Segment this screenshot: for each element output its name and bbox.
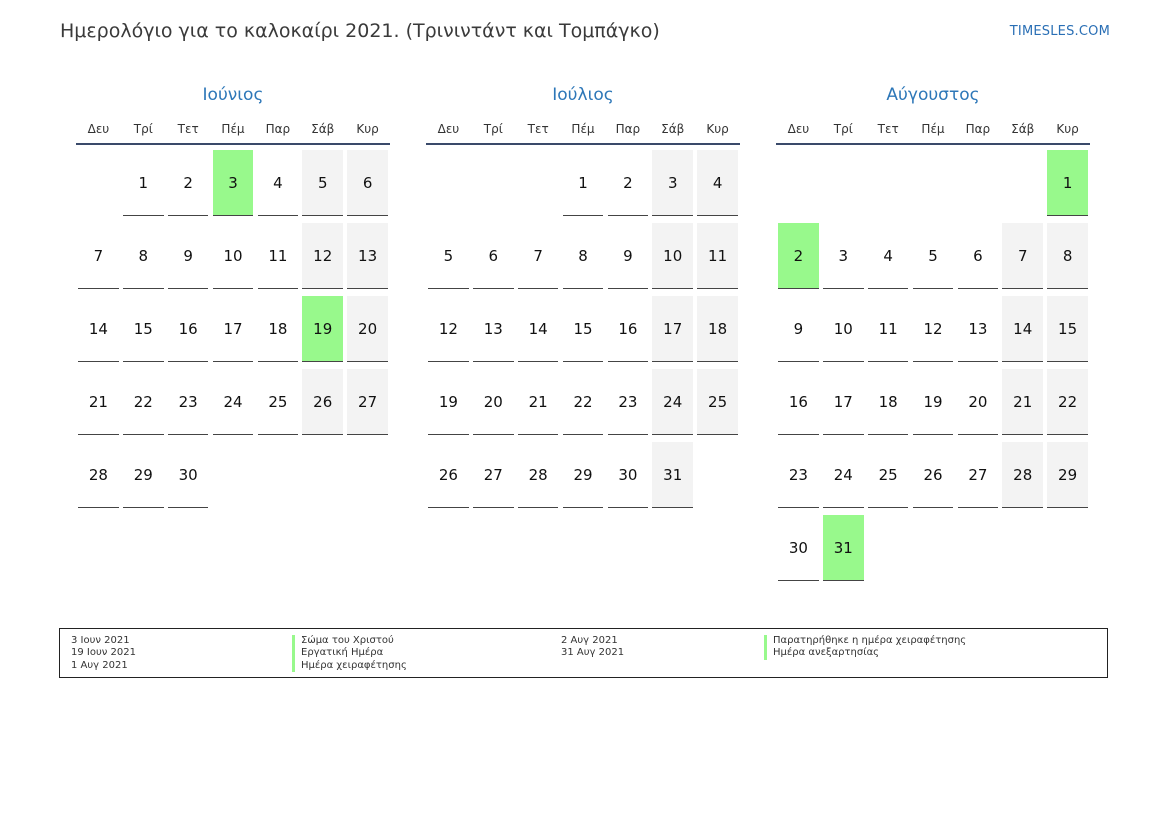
weekday-label: Τρί xyxy=(133,122,153,136)
weekday-label: Τρί xyxy=(483,122,503,136)
week-row xyxy=(426,145,740,218)
weekday-header xyxy=(76,115,390,145)
empty-day-cell xyxy=(1002,150,1042,216)
weekday-label: Παρ xyxy=(265,122,291,136)
day-cell: 4 xyxy=(868,223,908,289)
day-cell: 23 xyxy=(608,369,648,435)
day-cell: 25 xyxy=(258,369,298,435)
day-cell: 12 xyxy=(302,223,342,289)
day-cell: 22 xyxy=(1047,369,1087,435)
legend-date: 19 Ιουν 2021 xyxy=(71,647,136,659)
day-cell: 18 xyxy=(258,296,298,362)
day-cell: 24 xyxy=(652,369,692,435)
day-cell: 13 xyxy=(473,296,513,362)
day-cell: 17 xyxy=(213,296,253,362)
weekday-label: Πέμ xyxy=(921,122,945,136)
day-cell: 7 xyxy=(518,223,558,289)
day-cell: 19 xyxy=(302,296,342,362)
site-link[interactable]: TIMESLES.COM xyxy=(1009,24,1110,39)
day-cell: 31 xyxy=(652,442,692,508)
day-cell: 28 xyxy=(518,442,558,508)
day-cell: 21 xyxy=(1002,369,1042,435)
weekday-label: Παρ xyxy=(615,122,641,136)
day-cell: 2 xyxy=(168,150,208,216)
day-cell: 20 xyxy=(347,296,387,362)
empty-day-cell xyxy=(868,150,908,216)
week-row xyxy=(426,291,740,364)
day-cell: 17 xyxy=(652,296,692,362)
day-cell: 8 xyxy=(123,223,163,289)
weekday-label: Τετ xyxy=(527,122,549,136)
weekday-label: Σάβ xyxy=(311,122,335,136)
empty-day-cell xyxy=(958,515,998,581)
day-cell: 9 xyxy=(608,223,648,289)
day-cell: 1 xyxy=(563,150,603,216)
legend-date: 1 Αυγ 2021 xyxy=(71,659,128,671)
legend-holiday-name: Παρατηρήθηκε η ημέρα χειραφέτησης xyxy=(764,635,966,647)
day-cell: 19 xyxy=(913,369,953,435)
day-cell: 10 xyxy=(213,223,253,289)
day-cell: 30 xyxy=(608,442,648,508)
day-cell: 16 xyxy=(608,296,648,362)
week-row xyxy=(426,437,740,510)
empty-day-cell xyxy=(518,150,558,216)
day-cell: 27 xyxy=(347,369,387,435)
day-cell: 6 xyxy=(958,223,998,289)
weekday-header xyxy=(426,115,740,145)
week-row xyxy=(776,437,1090,510)
day-cell: 9 xyxy=(778,296,818,362)
day-cell: 29 xyxy=(563,442,603,508)
day-cell: 28 xyxy=(78,442,118,508)
day-cell: 28 xyxy=(1002,442,1042,508)
day-cell: 6 xyxy=(473,223,513,289)
month-title: Ιούλιος xyxy=(552,85,614,105)
day-cell: 8 xyxy=(1047,223,1087,289)
day-cell: 26 xyxy=(428,442,468,508)
day-cell: 3 xyxy=(652,150,692,216)
day-cell: 5 xyxy=(428,223,468,289)
legend-holiday-name: Σώμα του Χριστού xyxy=(292,635,407,647)
day-cell: 3 xyxy=(213,150,253,216)
weekday-label: Κυρ xyxy=(706,122,729,136)
month-title: Ιούνιος xyxy=(202,85,264,105)
day-cell: 29 xyxy=(1047,442,1087,508)
day-cell: 30 xyxy=(168,442,208,508)
weekday-label: Κυρ xyxy=(1056,122,1079,136)
holiday-legend xyxy=(59,628,1108,678)
day-cell: 27 xyxy=(473,442,513,508)
day-cell: 16 xyxy=(778,369,818,435)
weekday-label: Σάβ xyxy=(1011,122,1035,136)
page-title: Ημερολόγιο για το καλοκαίρι 2021. (Τρινιντάντ και Τομπάγκο) xyxy=(60,20,660,42)
week-row xyxy=(76,145,390,218)
empty-day-cell xyxy=(258,442,298,508)
weekday-label: Σάβ xyxy=(661,122,685,136)
week-row xyxy=(76,291,390,364)
day-cell: 15 xyxy=(1047,296,1087,362)
weekday-header xyxy=(776,115,1090,145)
empty-day-cell xyxy=(823,150,863,216)
week-row xyxy=(76,218,390,291)
legend-date: 3 Ιουν 2021 xyxy=(71,635,130,646)
week-row xyxy=(76,364,390,437)
day-cell: 31 xyxy=(823,515,863,581)
day-cell: 21 xyxy=(78,369,118,435)
day-cell: 1 xyxy=(123,150,163,216)
month-title: Αύγουστος xyxy=(886,85,980,105)
week-row xyxy=(76,437,390,510)
day-cell: 27 xyxy=(958,442,998,508)
day-cell: 21 xyxy=(518,369,558,435)
day-cell: 15 xyxy=(563,296,603,362)
empty-day-cell xyxy=(778,150,818,216)
weekday-label: Τρί xyxy=(833,122,853,136)
day-cell: 9 xyxy=(168,223,208,289)
day-cell: 2 xyxy=(608,150,648,216)
empty-day-cell xyxy=(302,442,342,508)
day-cell: 18 xyxy=(697,296,737,362)
legend-holiday-name: Ημέρα χειραφέτησης xyxy=(292,660,407,672)
day-cell: 24 xyxy=(213,369,253,435)
day-cell: 16 xyxy=(168,296,208,362)
week-row xyxy=(776,145,1090,218)
day-cell: 13 xyxy=(347,223,387,289)
week-row xyxy=(776,291,1090,364)
day-cell: 26 xyxy=(302,369,342,435)
day-cell: 20 xyxy=(473,369,513,435)
day-cell: 10 xyxy=(652,223,692,289)
week-row xyxy=(426,364,740,437)
day-cell: 2 xyxy=(778,223,818,289)
day-cell: 25 xyxy=(868,442,908,508)
day-cell: 22 xyxy=(123,369,163,435)
legend-left-names xyxy=(292,635,407,672)
day-cell: 6 xyxy=(347,150,387,216)
day-cell: 3 xyxy=(823,223,863,289)
day-cell: 23 xyxy=(168,369,208,435)
legend-holiday-name: Ημέρα ανεξαρτησίας xyxy=(764,647,966,659)
day-cell: 14 xyxy=(78,296,118,362)
weekday-label: Δευ xyxy=(87,122,110,136)
day-cell: 14 xyxy=(1002,296,1042,362)
weekday-label: Τετ xyxy=(877,122,899,136)
month-block xyxy=(426,83,740,510)
day-cell: 12 xyxy=(428,296,468,362)
day-cell: 25 xyxy=(697,369,737,435)
day-cell: 19 xyxy=(428,369,468,435)
week-row xyxy=(776,218,1090,291)
weekday-label: Παρ xyxy=(965,122,991,136)
day-cell: 4 xyxy=(258,150,298,216)
day-cell: 11 xyxy=(697,223,737,289)
day-cell: 30 xyxy=(778,515,818,581)
day-cell: 22 xyxy=(563,369,603,435)
weekday-label: Τετ xyxy=(177,122,199,136)
day-cell: 26 xyxy=(913,442,953,508)
week-row xyxy=(776,510,1090,583)
day-cell: 7 xyxy=(1002,223,1042,289)
day-cell: 15 xyxy=(123,296,163,362)
empty-day-cell xyxy=(1047,515,1087,581)
empty-day-cell xyxy=(428,150,468,216)
weekday-label: Πέμ xyxy=(571,122,595,136)
day-cell: 17 xyxy=(823,369,863,435)
day-cell: 5 xyxy=(913,223,953,289)
legend-left-dates xyxy=(71,635,136,672)
empty-day-cell xyxy=(868,515,908,581)
week-row xyxy=(776,364,1090,437)
month-block xyxy=(776,83,1090,583)
day-cell: 4 xyxy=(697,150,737,216)
weekday-label: Πέμ xyxy=(221,122,245,136)
weekday-label: Δευ xyxy=(787,122,810,136)
empty-day-cell xyxy=(213,442,253,508)
empty-day-cell xyxy=(347,442,387,508)
empty-day-cell xyxy=(913,515,953,581)
legend-right-names xyxy=(764,635,966,660)
day-cell: 1 xyxy=(1047,150,1087,216)
day-cell: 10 xyxy=(823,296,863,362)
day-cell: 29 xyxy=(123,442,163,508)
week-row xyxy=(426,218,740,291)
day-cell: 23 xyxy=(778,442,818,508)
legend-right-dates xyxy=(561,635,624,660)
empty-day-cell xyxy=(697,442,737,508)
empty-day-cell xyxy=(958,150,998,216)
empty-day-cell xyxy=(473,150,513,216)
day-cell: 11 xyxy=(258,223,298,289)
empty-day-cell xyxy=(78,150,118,216)
empty-day-cell xyxy=(913,150,953,216)
day-cell: 11 xyxy=(868,296,908,362)
day-cell: 8 xyxy=(563,223,603,289)
day-cell: 18 xyxy=(868,369,908,435)
day-cell: 7 xyxy=(78,223,118,289)
day-cell: 5 xyxy=(302,150,342,216)
legend-holiday-name: Εργατική Ημέρα xyxy=(292,647,407,659)
empty-day-cell xyxy=(1002,515,1042,581)
day-cell: 13 xyxy=(958,296,998,362)
day-cell: 12 xyxy=(913,296,953,362)
day-cell: 20 xyxy=(958,369,998,435)
weekday-label: Δευ xyxy=(437,122,460,136)
legend-date: 31 Αυγ 2021 xyxy=(561,647,625,659)
legend-date: 2 Αυγ 2021 xyxy=(561,635,618,646)
day-cell: 14 xyxy=(518,296,558,362)
weekday-label: Κυρ xyxy=(356,122,379,136)
day-cell: 24 xyxy=(823,442,863,508)
month-block xyxy=(76,83,390,510)
